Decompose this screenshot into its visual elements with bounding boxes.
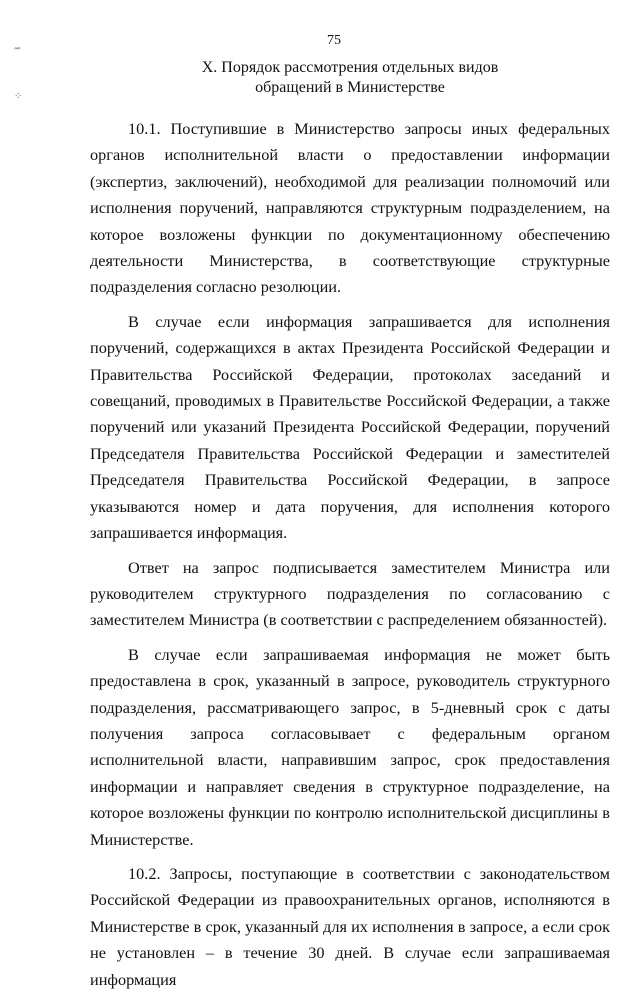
section-title [90,58,610,98]
paragraph: В случае если информация запрашивается для исполнения поручений, содержащихся в актах Президента Российской Федерации и Правительства Российской Федерации, протоколах заседаний и совещаний, проводимых в Правительстве Российской Федерации, а также поручений или указаний Президента Российской Федерации, поручений Председателя Правительства Российской Федерации и заместителей Председателя Правительства Российской Федерации, в запросе указываются номер и дата поручения, для исполнения которого запрашивается информация. [90,311,610,543]
section-title-line: X. Порядок рассмотрения отдельных видов [201,59,499,76]
body-text [90,116,610,993]
paragraph: Ответ на запрос подписывается заместителем Министра или руководителем структурного подразделения по согласованию с заместителем Министра (в соответствии с распределением обязанностей). [90,557,610,630]
page-number: 75 [327,33,341,48]
section-title-line: обращений в Министерстве [255,79,445,96]
paragraph: 10.1. Поступившие в Министерство запросы иных федеральных органов исполнительной власти о предоставлении информации (экспертиз, заключений), необходимой для реализации полномочий или исполнения поручений, направляются структурным подразделением, на которое возложены функции по документационному обеспечению деятельности Министерства, в соответствующие структурные подразделения согласно резолюции. [90,119,610,297]
scan-artifact-mark: ⁗ [14,47,21,58]
scan-artifact-mark: ⁘ [14,91,23,102]
paragraph: В случае если запрашиваемая информация не может быть предоставлена в срок, указанный в запросе, руководитель структурного подразделения, рассматривающего запрос, в 5-дневный срок с даты получения запроса согласовывает с федеральным органом исполнительной власти, направившим запрос, срок предоставления информации и направляет сведения в структурное подразделение, на которое возложены функции по контролю исполнительской дисциплины в Министерстве. [90,644,610,849]
paragraph: 10.2. Запросы, поступающие в соответствии с законодательством Российской Федерации из правоохранительных органов, исполняются в Министерстве в срок, указанный для их исполнения в запросе, а если срок не установлен – в течение 30 дней. В случае если запрашиваемая информация [90,863,610,989]
